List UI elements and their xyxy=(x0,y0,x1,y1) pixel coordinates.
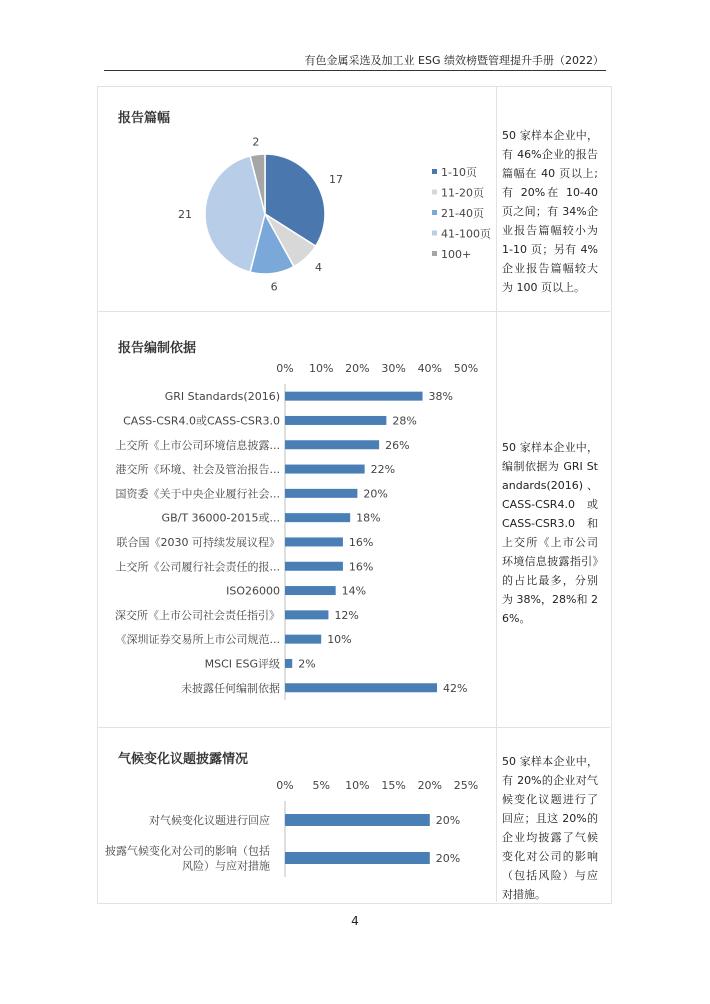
note-climate: 50 家样本企业中，有 20%的企业对气候变化议题进行了回应；且这 20%的企业均披露了气候变化对公司的影响（包括风险）与应对措施。 xyxy=(502,755,598,901)
running-header: 有色金属采选及加工业 ESG 绩效榜暨管理提升手册（2022） xyxy=(304,54,604,67)
section-title-climate: 气候变化议题披露情况 xyxy=(118,752,249,767)
climate-category-label-0: 对气候变化议题进行回应 xyxy=(149,814,270,827)
legend-label-3: 41-100页 xyxy=(441,227,491,241)
legend-swatch-4 xyxy=(432,251,437,256)
basis-value-label-6: 16% xyxy=(348,535,374,549)
legend-label-2: 21-40页 xyxy=(441,207,484,220)
basis-bar-7 xyxy=(285,562,343,571)
basis-value-label-10: 10% xyxy=(327,633,352,647)
climate-category-label-1-line-1: 风险）与应对措施 xyxy=(182,859,270,873)
basis-category-label-5: GB/T 36000-2015或... xyxy=(161,511,280,525)
basis-category-label-6: 联合国《2030 可持续发展议程》 xyxy=(116,535,280,549)
basis-category-label-12: 未披露任何编制依据 xyxy=(181,681,280,695)
climate-tick-label-3: 15% xyxy=(381,779,406,792)
basis-bar-5 xyxy=(285,513,350,522)
basis-bar-9 xyxy=(285,610,328,619)
pie-value-label-4: 2 xyxy=(252,135,260,149)
basis-tick-label-3: 30% xyxy=(381,362,406,375)
basis-tick-label-2: 20% xyxy=(345,362,370,375)
basis-bar-8 xyxy=(285,586,336,595)
basis-bar-2 xyxy=(285,440,379,449)
basis-bar-11 xyxy=(285,659,292,668)
basis-category-label-4: 国资委《关于中央企业履行社会... xyxy=(115,487,280,501)
legend-swatch-2 xyxy=(432,210,437,215)
basis-value-label-11: 2% xyxy=(298,657,316,671)
note-basis: 50 家样本企业中，编制依据为 GRI Standards(2016)、CASS-CSR4.0 或 CASS-CSR3.0 和上交所《上市公司环境信息披露指引》的占比最多，分别为 38%，28%和 26%。 xyxy=(502,441,598,625)
climate-bar-0 xyxy=(285,814,430,826)
basis-value-label-7: 16% xyxy=(348,560,374,574)
basis-value-label-5: 18% xyxy=(356,511,381,525)
pie-value-label-0: 17 xyxy=(328,172,343,186)
note-length: 50 家样本企业中，有 46%企业的报告篇幅在 40 页以上;有 20%在 10-40 页之间；有 34%企业报告篇幅较小为 1-10 页；另有 4%企业报告篇幅较大为 100 页以上。 xyxy=(502,129,598,294)
basis-category-label-7: 上交所《公司履行社会责任的报... xyxy=(115,560,280,574)
pie-value-label-3: 21 xyxy=(178,208,192,221)
legend-swatch-1 xyxy=(432,190,437,195)
legend-label-0: 1-10页 xyxy=(441,166,477,179)
basis-value-label-0: 38% xyxy=(428,390,454,404)
basis-value-label-12: 42% xyxy=(443,681,468,695)
basis-bar-6 xyxy=(285,537,343,546)
climate-category-label-1-line-0: 披露气候变化对公司的影响（包括 xyxy=(105,844,270,858)
legend-swatch-3 xyxy=(432,231,437,236)
basis-category-label-1: CASS-CSR4.0或CASS-CSR3.0 xyxy=(123,414,280,428)
section-title-length: 报告篇幅 xyxy=(118,111,171,126)
climate-tick-label-1: 5% xyxy=(312,779,330,792)
basis-tick-label-0: 0% xyxy=(276,362,294,375)
climate-bar-1 xyxy=(285,852,430,864)
basis-value-label-4: 20% xyxy=(363,487,388,501)
climate-tick-label-5: 25% xyxy=(453,779,479,792)
legend-label-1: 11-20页 xyxy=(441,186,484,200)
pie-value-label-2: 6 xyxy=(270,280,278,294)
climate-tick-label-2: 10% xyxy=(345,779,370,792)
climate-value-label-0: 20% xyxy=(435,814,461,827)
climate-value-label-1: 20% xyxy=(435,852,461,865)
section-title-basis: 报告编制依据 xyxy=(118,341,197,356)
basis-tick-label-4: 40% xyxy=(417,362,443,375)
basis-value-label-8: 14% xyxy=(341,584,367,598)
legend-swatch-0 xyxy=(432,169,437,174)
page-number: 4 xyxy=(351,914,359,928)
basis-category-label-2: 上交所《上市公司环境信息披露... xyxy=(115,438,280,452)
basis-category-label-10: 《深圳证券交易所上市公司规范... xyxy=(115,633,280,647)
basis-bar-12 xyxy=(285,683,437,692)
basis-category-label-8: ISO26000 xyxy=(226,584,280,598)
basis-value-label-9: 12% xyxy=(334,608,359,622)
basis-category-label-11: MSCI ESG评级 xyxy=(204,657,280,671)
basis-category-label-0: GRI Standards(2016) xyxy=(164,390,280,404)
basis-tick-label-5: 50% xyxy=(453,362,479,375)
basis-value-label-3: 22% xyxy=(370,463,396,477)
basis-value-label-2: 26% xyxy=(385,438,410,452)
basis-bar-4 xyxy=(285,489,357,498)
basis-value-label-1: 28% xyxy=(392,414,417,428)
basis-category-label-3: 港交所《环境、社会及管治报告... xyxy=(115,463,280,477)
basis-bar-3 xyxy=(285,465,365,474)
climate-tick-label-0: 0% xyxy=(276,779,294,792)
basis-bar-1 xyxy=(285,416,386,425)
legend-label-4: 100+ xyxy=(441,248,472,261)
basis-category-label-9: 深交所《上市公司社会责任指引》 xyxy=(115,608,280,622)
climate-tick-label-4: 20% xyxy=(417,779,443,792)
basis-bar-10 xyxy=(285,635,321,644)
basis-tick-label-1: 10% xyxy=(308,362,334,375)
pie-value-label-1: 4 xyxy=(314,261,322,275)
basis-bar-0 xyxy=(285,392,423,401)
